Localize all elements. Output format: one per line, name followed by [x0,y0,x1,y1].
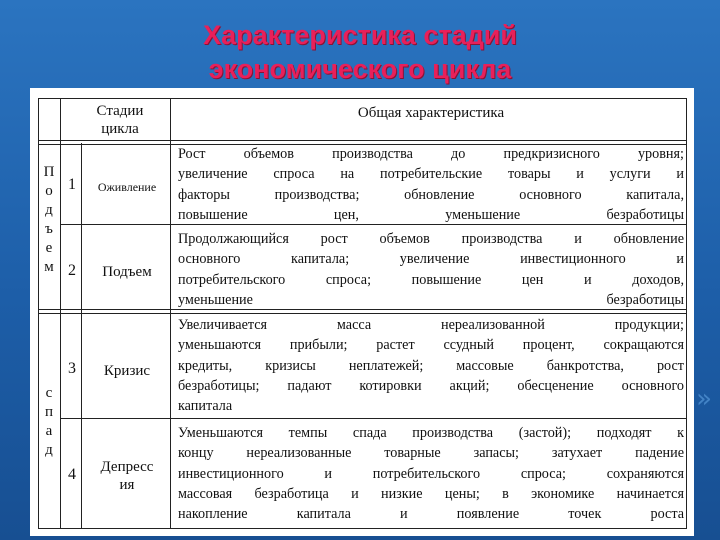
row-2-line: Продолжающийся рост объемов производства и обновление [178,231,684,247]
row-3-line: капитала [178,398,233,415]
row-1-line: увеличение спроса на потребительские товары и услуги и [178,166,684,183]
phase-fall-letter: п [44,404,54,420]
decorative-chevron-icon: » [696,384,712,414]
row-1-line: факторы производства; обновление основного капитала, [178,186,684,203]
row-2-line: основного капитала; увеличение инвестиционного и [178,251,684,268]
table-border-top [38,98,686,99]
phase-rise-letter: о [45,183,53,199]
characteristics-table [30,88,694,536]
phase-rise-letter: е [45,240,53,256]
header-general-characteristic: Общая характеристика [357,105,505,121]
row-4-description [178,423,684,524]
table-row-separator-3 [60,418,686,419]
row-3-line: кредиты, кризисы неплатежей; массовые банкротства, рост [178,357,684,374]
row-3-line: уменьшаются прибыли; растет ссудный процент, сокращаются [178,337,684,354]
table-border-bottom [38,528,686,529]
table-number-divider [81,143,82,529]
row-4-line: накопление капитала и появление точек роста [178,506,684,523]
row-3-description [178,315,684,416]
row-3-line: Увеличивается масса нереализованной продукции; [178,317,684,333]
phase-fall-letter: д [45,442,53,458]
row-4-line: инвестиционного и потребительского спроса; сохраняются [178,465,684,482]
row-4-stage-line-2: ия [119,477,135,493]
header-stages-line-2: цикла [101,121,139,137]
slide-title [0,18,720,86]
phase-rise-letter: ъ [45,221,53,237]
slide-title-line-1: Характеристика стадий [203,20,517,50]
row-4-line: Уменьшаются темпы спада производства (застой); подходят к [178,425,684,441]
row-1-line: повышение цен, уменьшение безработицы [178,206,684,223]
row-1-description [178,144,684,225]
row-1-number: 1 [68,176,76,193]
header-stages-line-1: Стадии [96,103,144,119]
row-2-line: потребительского спроса; повышение цен и доходов, [178,271,684,288]
row-3-line: безработицы; падают котировки акций; обесценение основного [178,377,684,394]
row-2-stage: Подъем [102,264,152,280]
slide-title-line-2: экономического цикла [208,54,512,84]
row-4-line: массовая безработица и низкие цены; в экономике начинается [178,485,684,502]
phase-fall-letter: с [45,385,53,401]
table-stage-divider [170,98,171,529]
phase-fall-label [39,384,59,460]
row-4-stage [84,458,170,494]
row-1-line: Рост объемов производства до предкризисного уровня; [178,146,684,162]
row-2-description [178,229,684,310]
phase-rise-letter: м [44,259,54,275]
phase-rise-label [39,163,59,277]
phase-rise-letter: П [43,164,55,180]
row-2-line: уменьшение безработицы [178,291,684,308]
row-3-number: 3 [68,360,76,377]
table-phase-divider [60,98,61,529]
row-2-number: 2 [68,262,76,279]
table-border-right [686,98,687,529]
row-1-stage: Оживление [97,180,157,194]
header-stages [70,102,170,138]
phase-fall-letter: а [45,423,53,439]
row-4-stage-line-1: Депресс [100,459,154,475]
row-4-line: концу нереализованные товарные запасы; затухает падение [178,445,684,462]
phase-rise-letter: д [45,202,53,218]
row-4-number: 4 [68,466,76,483]
row-3-stage: Кризис [103,363,151,379]
